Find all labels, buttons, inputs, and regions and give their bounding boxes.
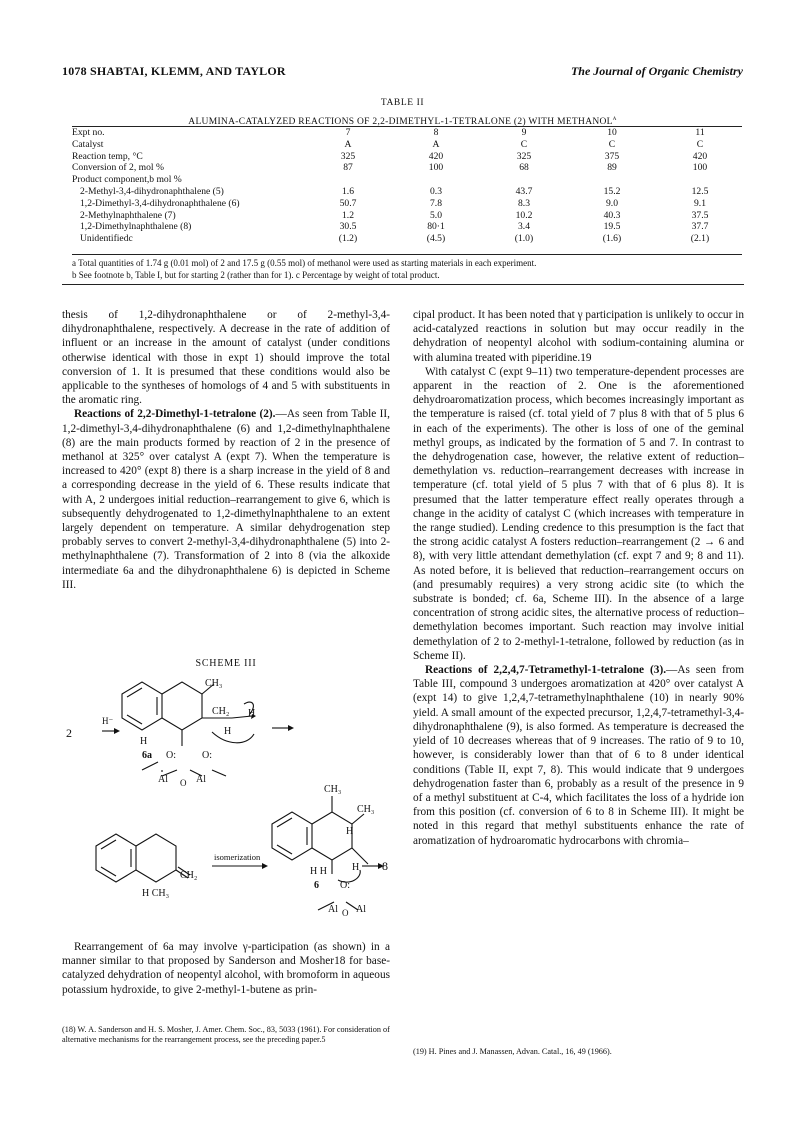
table-row-label: Unidentifiedc — [80, 233, 133, 245]
table-row-label: Conversion of 2, mol % — [72, 162, 164, 174]
table-cell: 89 — [607, 162, 617, 174]
table-row — [72, 174, 744, 186]
scheme-h-mid: H — [140, 736, 148, 747]
table-cell: 0.3 — [430, 185, 442, 197]
saturated-ring-top — [162, 682, 202, 730]
table-cell: 37.7 — [691, 221, 709, 233]
scheme-compound-8: 8 — [382, 859, 388, 873]
scheme-ch2-top: CH₂ — [212, 706, 230, 717]
table-cell: (2.1) — [690, 233, 710, 245]
table-cell: 19.5 — [603, 221, 621, 233]
table-cell: 7.8 — [430, 197, 442, 209]
scheme-o-bridge: O — [180, 778, 187, 788]
scheme-ch3-r1: CH₃ — [324, 784, 342, 795]
table-cell: 325 — [516, 150, 532, 162]
section-heading-2: Reactions of 2,2-Dimethyl-1-tetralone (2). — [74, 408, 276, 421]
scheme-title: SCHEME III — [195, 658, 257, 669]
table-cell: 9.0 — [606, 197, 618, 209]
table-cell: (1.6) — [602, 233, 622, 245]
benzene-ring-bottom-left — [96, 834, 136, 882]
table-cell: 100 — [428, 162, 444, 174]
scheme-hydride: H⁻ — [102, 716, 114, 726]
table-cell: 8.3 — [518, 197, 530, 209]
table-cell: 10 — [607, 127, 617, 138]
footnote-19: (19) H. Pines and J. Manassen, Advan. Catal., 16, 49 (1966). — [413, 1047, 612, 1056]
table-cell: 50.7 — [339, 197, 357, 209]
table-cell: (1.0) — [514, 233, 534, 245]
table-cell — [304, 174, 392, 186]
table-cell: (4.5) — [426, 233, 446, 245]
table-cell: 43.7 — [515, 185, 533, 197]
table-caption-text: ALUMINA-CATALYZED REACTIONS OF 2,2-DIMETHYL-1-TETRALONE (2) WITH METHANOL — [188, 117, 613, 128]
scheme-label-6: 6 — [314, 880, 319, 891]
scheme-h-r1: H — [346, 826, 354, 837]
scheme-h-right: H — [224, 726, 232, 737]
table-row — [72, 233, 744, 245]
table-cell: 68 — [519, 162, 529, 174]
table-cell: C — [520, 138, 528, 150]
table-cell: 325 — [340, 150, 356, 162]
table-cell — [392, 174, 480, 186]
right-paragraph-3 — [413, 663, 744, 848]
scheme-o-bridge-2: O — [342, 908, 349, 918]
table-row — [72, 186, 744, 198]
scheme-compound-2: 2 — [66, 726, 72, 740]
table-cell: A — [344, 138, 352, 150]
table-cell: 30.5 — [339, 221, 357, 233]
right-paragraph-3-body: —As seen from Table III, compound 3 undergoes aromatization at 420° over catalyst A (expt 14) to give 1,2,4,7-tetramethylnaphthalene (10) in nearly 90% yield. A small amount of the expected precursor, 1,2,4,7-tetramethyl-3,4-dihydronaphthalene (9), is also formed. As temperature is decreased the yield of 10 decreases whereas that of 9 increases. The ratio of 9 to 10, however, is considerably lower than that of 6 to 8 under identical conditions (Table II, expt 7, 8). This would indicate that 9 undergoes dehydrogenation faster than 6, probably as a result of the presence in 9 of a methyl substituent at C-4, which facilitates the loss of a hydride ion from this position (cf. conversion of 6 to 8 in Scheme III). It might be noted in this regard that methyl substituents enhance the rate of aromatization of hydroaromatic hydrocarbons with chromia– — [413, 664, 744, 847]
scheme-iii-diagram — [62, 674, 390, 936]
section-heading-3: Reactions of 2,2,4,7-Tetramethyl-1-tetralone (3). — [425, 664, 667, 677]
table-row — [72, 221, 744, 233]
table-cell — [568, 174, 656, 186]
scheme-hch3: H CH₃ — [142, 888, 170, 899]
table-cell: 100 — [692, 162, 708, 174]
scheme-al-1: Al — [158, 774, 168, 785]
bottom-left-text — [62, 940, 390, 997]
scheme-al-4: Al — [356, 904, 366, 915]
table-cell: C — [696, 138, 704, 150]
scheme-al-2: Al — [196, 774, 206, 785]
table-cell: 15.2 — [603, 185, 621, 197]
scheme-al-3: Al — [328, 904, 338, 915]
scheme-ch3-r2: CH₃ — [357, 804, 375, 815]
right-paragraph-2: With catalyst C (expt 9–11) two temperature-dependent processes are apparent in the reaction of 2. One is the aforementioned dehydroaromatization process, which becomes increasingly important as the temperature is raised (cf. total yield of 7 plus 8 with that of 5 plus 6 in each of the experiments). The other is loss of one of the geminal methyl groups, as indicated by the formation of 5 and 7. In contrast to the dehydrogenation case, however, the relative extent of reduction–demethylation vs. reduction–rearrangement decreases with increase in temperature (cf. total yield of 5 plus 7 with that of 6 plus 8). It is presumed that the latter temperature effect really operates through a change in the acidity of catalyst C (which increases with temperature in the range studied). Lending credence to this presumption is the fact that the strong acidic catalyst A fosters reduction–rearrangement (2 → 6 and 8), with very little attendant demethylation (cf. expt 7 and 9; 8 and 11). As noted before, it is believed that reduction–rearrangement occurs on (and presumably requires) a very strong acidic site (to which the substrate is bonded; cf. 6a, Scheme III). In the absence of a large concentration of strong acidic sites, the alternative process of reduction–demethylation becomes important. Such reaction may involve initial demethylation of 2 to 2-methyl-1-tetralone, followed by reduction (as in Scheme II). — [413, 365, 744, 662]
table-cell: 37.5 — [691, 209, 709, 221]
table-cell: 9 — [521, 127, 527, 138]
ring-bottom-left — [136, 834, 176, 882]
table-row — [72, 139, 744, 151]
data-table — [72, 127, 744, 245]
table-footnote-a: a Total quantities of 1.74 g (0.01 mol) of 2 and 17.5 g (0.55 mol) of methanol were used as starting materials in each experiment. — [72, 258, 537, 268]
scheme-h-r2: H — [352, 862, 360, 873]
table-cell: 11 — [695, 127, 705, 138]
table-cell: 40.3 — [603, 209, 621, 221]
running-header-left: 1078 SHABTAI, KLEMM, AND TAYLOR — [62, 64, 286, 78]
scheme-oxygen-3: O: — [340, 880, 350, 891]
table-cell: 9.1 — [694, 197, 706, 209]
section-divider — [62, 284, 744, 285]
scheme-oxygen-1: O: — [166, 750, 176, 761]
table-row-label: Product component,b mol % — [72, 174, 182, 186]
scheme-oxygen-2: O: — [202, 750, 212, 761]
right-column — [413, 308, 744, 848]
table-cell: 80·1 — [427, 221, 445, 233]
right-paragraph-1: cipal product. It has been noted that γ participation is unlikely to occur in acid-catalyzed reactions in solution but may occur readily in the dehydration of neopentyl alcohol with sodium-containing alumina or with alumina treated with piperidine.19 — [413, 309, 744, 364]
scheme-ch3-top: CH₃ — [205, 678, 223, 689]
table-row — [72, 210, 744, 222]
table-row — [72, 198, 744, 210]
table-cell — [656, 174, 744, 186]
table-row — [72, 127, 744, 139]
table-cell: 10.2 — [515, 209, 533, 221]
scheme-label-6a: 6a — [142, 750, 152, 761]
table-cell: 87 — [343, 162, 353, 174]
bottom-left-paragraph: Rearrangement of 6a may involve γ-participation (as shown) in a manner similar to that proposed by Sanderson and Mosher18 for base-catalyzed dehydration of neopentyl alcohol, with bromoform in aqueous potassium hydroxide, to give 2-methyl-1-butene as prin- — [62, 941, 390, 996]
table-cell: 5.0 — [430, 209, 442, 221]
table-row-label: Reaction temp, °C — [72, 150, 143, 162]
scheme-hh: H H — [310, 866, 327, 877]
benzene-ring-top — [122, 682, 162, 730]
table-cell: 1.2 — [342, 209, 354, 221]
table-cell: 7 — [345, 127, 351, 138]
table-label: TABLE II — [380, 98, 425, 108]
table-cell: 1.6 — [342, 185, 354, 197]
table-row — [72, 151, 744, 163]
footnote-18: (18) W. A. Sanderson and H. S. Mosher, J. Amer. Chem. Soc., 83, 5033 (1961). For consideration of alternative mechanisms for the rearrangement process, see the preceding paper.5 — [62, 1025, 390, 1045]
table-cell: 375 — [604, 150, 620, 162]
table-row-label: 1,2-Dimethylnaphthalene (8) — [80, 221, 192, 233]
left-paragraph-1: thesis of 1,2-dihydronaphthalene or of 2-methyl-3,4-dihydronaphthalene, respectively. A decrease in the rate of addition of influent or an increase in the amount of catalyst (under conditions otherwise identical with those in expt 1) should improve the total conversion of 1. It is presumed that these conditions would also be applicable to the syntheses of homologs of 4 and 5 with substituents in the aromatic ring. — [62, 309, 390, 407]
table-cell: 3.4 — [518, 221, 530, 233]
table-cell: 8 — [433, 127, 439, 138]
table-row-label: 2-Methylnaphthalene (7) — [80, 209, 176, 221]
benzene-ring-bottom-right — [272, 812, 312, 860]
table-cell: (1.2) — [338, 233, 358, 245]
left-paragraph-2-body: —As seen from Table II, 1,2-dimethyl-3,4-dihydronaphthalene (6) and 1,2-dimethylnaphthalene (8) are the main products formed by reaction of 2 in the presence of methanol at 325° over catalyst A (expt 7). When the temperature is increased to 420° (expt 8) there is a sharp increase in the yield of 8 and a corresponding decrease in the yield of 6. These results indicate that with A, 2 undergoes initial reduction–rearrangement to give 6, which is subsequently dehydrogenated to 1,2-dimethylnaphthalene to an extent largely dependent on temperature. A similar dehydrogenation step probably serves to convert 2-methyl-3,4-dihydronaphthalene (5) into 2-methylnaphthalene (7). Transformation of 2 into 8 (via the alkoxide intermediate 6a and the dihydronaphthalene 6) is depicted in Scheme III. — [62, 408, 390, 591]
table-cell — [480, 174, 568, 186]
scheme-isomerization-label: isomerization — [214, 852, 261, 862]
table-cell: 420 — [428, 150, 444, 162]
table-cell: C — [608, 138, 616, 150]
left-column — [62, 308, 390, 592]
table-cell: A — [432, 138, 440, 150]
scheme-h-top: H — [248, 708, 256, 719]
table-caption-footnote-mark: a — [612, 114, 617, 122]
table-footnote-bc: b See footnote b, Table I, but for starting 2 (rather than for 1). c Percentage by weight of total product. — [72, 270, 440, 280]
table-cell: 420 — [692, 150, 708, 162]
table-row-label: 2-Methyl-3,4-dihydronaphthalene (5) — [80, 185, 224, 197]
table-row-label: Expt no. — [72, 127, 105, 138]
table-row — [72, 162, 744, 174]
scheme-ch2-bottom: CH₂ — [180, 870, 198, 881]
table-row-label: 1,2-Dimethyl-3,4-dihydronaphthalene (6) — [80, 197, 240, 209]
table-cell: 12.5 — [691, 185, 709, 197]
table-bottom-rule — [72, 254, 742, 255]
table-row-label: Catalyst — [72, 138, 104, 150]
left-paragraph-2 — [62, 407, 390, 592]
journal-title: The Journal of Organic Chemistry — [570, 64, 743, 78]
